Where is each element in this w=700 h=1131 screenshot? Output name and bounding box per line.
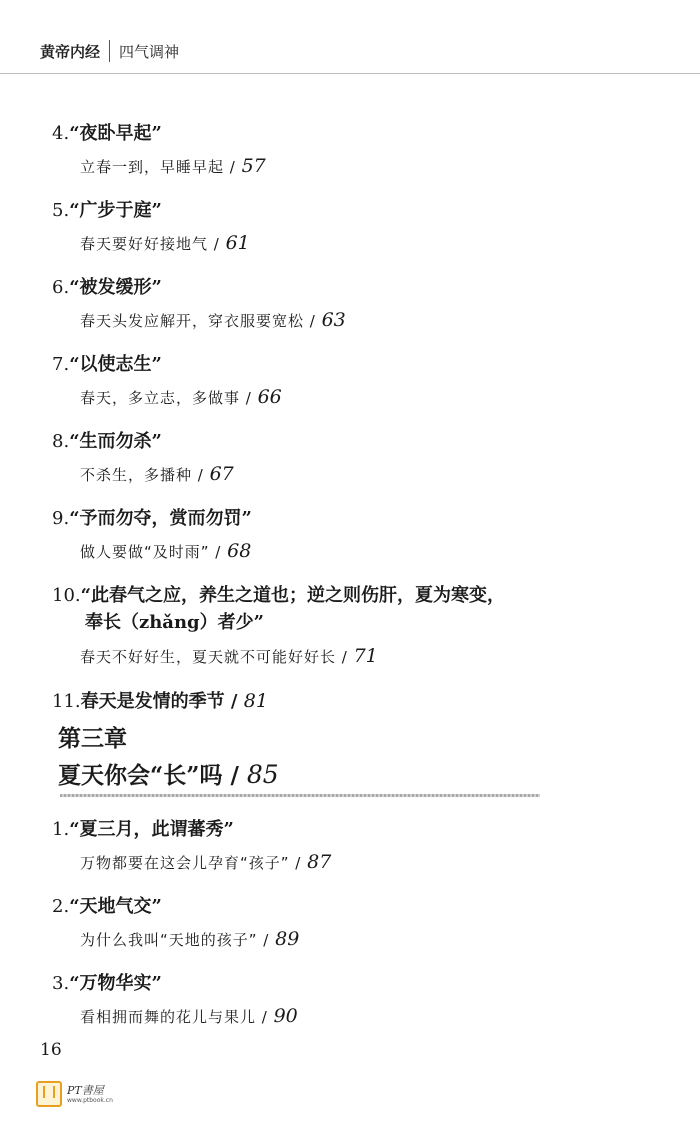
entry-number: 6.	[52, 277, 70, 298]
entry-title-text: “以使志生”	[69, 354, 162, 375]
book-icon	[36, 1081, 62, 1107]
header-divider	[109, 40, 110, 62]
entry-title	[52, 352, 652, 378]
entry-subtitle-text: 春天不好好生，夏天就不可能好好长 /	[80, 648, 354, 666]
chapter-rule	[60, 794, 540, 797]
page-ref: 81	[243, 690, 268, 712]
page-ref: 71	[353, 645, 378, 667]
page-ref: 87	[307, 851, 332, 873]
entry-number: 1.	[52, 819, 70, 840]
entry-title-text: “夏三月，此谓蕃秀”	[69, 819, 234, 840]
entry-title	[52, 817, 652, 843]
entry-title	[52, 688, 652, 715]
entry-subtitle	[52, 538, 652, 565]
entry-subtitle	[52, 849, 652, 876]
entry-title	[52, 429, 652, 455]
entry-title	[52, 506, 652, 532]
toc-list-chapter-3	[52, 817, 652, 1048]
entry-title	[52, 121, 652, 147]
toc-entry[interactable]	[52, 971, 652, 1030]
page-ref: 68	[227, 540, 252, 562]
entry-subtitle-text: 春天头发应解开，穿衣服要宽松 /	[80, 312, 322, 330]
entry-number: 5.	[52, 200, 70, 221]
entry-number: 4.	[52, 123, 70, 144]
toc-entry[interactable]	[52, 198, 652, 257]
entry-number: 10.	[52, 585, 81, 606]
entry-title-text: “被发缓形”	[69, 277, 162, 298]
entry-subtitle-text: 为什么我叫“天地的孩子” /	[80, 931, 276, 949]
running-header	[40, 40, 179, 62]
entry-title	[52, 583, 652, 609]
toc-entry[interactable]	[52, 688, 652, 715]
chapter-title-text: 夏天你会“长”吗 /	[58, 762, 247, 789]
entry-number: 11.	[52, 691, 81, 712]
chapter-label: 第三章	[58, 725, 127, 752]
chapter-heading-title	[58, 758, 279, 793]
entry-subtitle	[52, 230, 652, 257]
entry-title-text: “生而勿杀”	[69, 431, 162, 452]
page-ref: 85	[246, 760, 279, 789]
entry-subtitle-text: 春天，多立志，多做事 /	[80, 389, 258, 407]
logo-url: www.ptbook.cn	[67, 1096, 113, 1104]
page-number: 16	[40, 1040, 62, 1060]
chapter-heading[interactable]	[58, 724, 279, 793]
entry-title-text: “广步于庭”	[69, 200, 162, 221]
entry-subtitle	[52, 643, 652, 670]
page-ref: 90	[273, 1005, 298, 1027]
entry-number: 3.	[52, 973, 70, 994]
entry-subtitle	[52, 153, 652, 180]
entry-subtitle-text: 春天要好好接地气 /	[80, 235, 226, 253]
entry-title	[52, 275, 652, 301]
entry-title	[52, 894, 652, 920]
entry-title-text: 春天是发情的季节 /	[80, 691, 244, 712]
entry-title-text: “此春气之应，养生之道也；逆之则伤肝，夏为寒变，	[80, 585, 505, 606]
entry-number: 2.	[52, 896, 70, 917]
entry-number: 9.	[52, 508, 70, 529]
entry-title-text: “夜卧早起”	[69, 123, 162, 144]
toc-entry[interactable]	[52, 894, 652, 953]
page-ref: 63	[321, 309, 346, 331]
entry-subtitle-text: 做人要做“及时雨” /	[80, 543, 228, 561]
toc-entry[interactable]	[52, 583, 652, 670]
entry-subtitle-text: 不杀生，多播种 /	[80, 466, 210, 484]
entry-subtitle	[52, 384, 652, 411]
logo-text	[67, 1084, 113, 1105]
entry-title-text: “予而勿夺，赏而勿罚”	[69, 508, 252, 529]
toc-entry[interactable]	[52, 817, 652, 876]
entry-title-text: “万物华实”	[69, 973, 162, 994]
entry-title	[52, 971, 652, 997]
toc-list	[52, 121, 652, 733]
toc-entry[interactable]	[52, 506, 652, 565]
entry-number: 7.	[52, 354, 70, 375]
entry-subtitle	[52, 461, 652, 488]
header-rule	[0, 73, 700, 74]
entry-title	[52, 198, 652, 224]
entry-title-continued: 奉长（zhǎng）者少”	[85, 612, 264, 633]
toc-entry[interactable]	[52, 121, 652, 180]
entry-subtitle	[52, 307, 652, 334]
entry-subtitle-text: 万物都要在这会儿孕育“孩子” /	[80, 854, 308, 872]
page-ref: 67	[209, 463, 234, 485]
entry-subtitle	[52, 1003, 652, 1030]
page-ref: 66	[257, 386, 282, 408]
page-ref: 57	[241, 155, 266, 177]
entry-subtitle-text: 看相拥而舞的花儿与果儿 /	[80, 1008, 274, 1026]
entry-subtitle	[52, 926, 652, 953]
logo-brand: PT書屋	[67, 1083, 104, 1097]
toc-entry[interactable]	[52, 352, 652, 411]
entry-subtitle-text: 立春一到，早睡早起 /	[80, 158, 242, 176]
chapter-title: 四气调神	[119, 42, 180, 61]
page-ref: 89	[275, 928, 300, 950]
publisher-logo	[36, 1081, 113, 1107]
toc-entry[interactable]	[52, 275, 652, 334]
entry-number: 8.	[52, 431, 70, 452]
page-ref: 61	[225, 232, 250, 254]
toc-entry[interactable]	[52, 429, 652, 488]
entry-title-text: “天地气交”	[69, 896, 162, 917]
book-title: 黄帝内经	[40, 42, 101, 61]
